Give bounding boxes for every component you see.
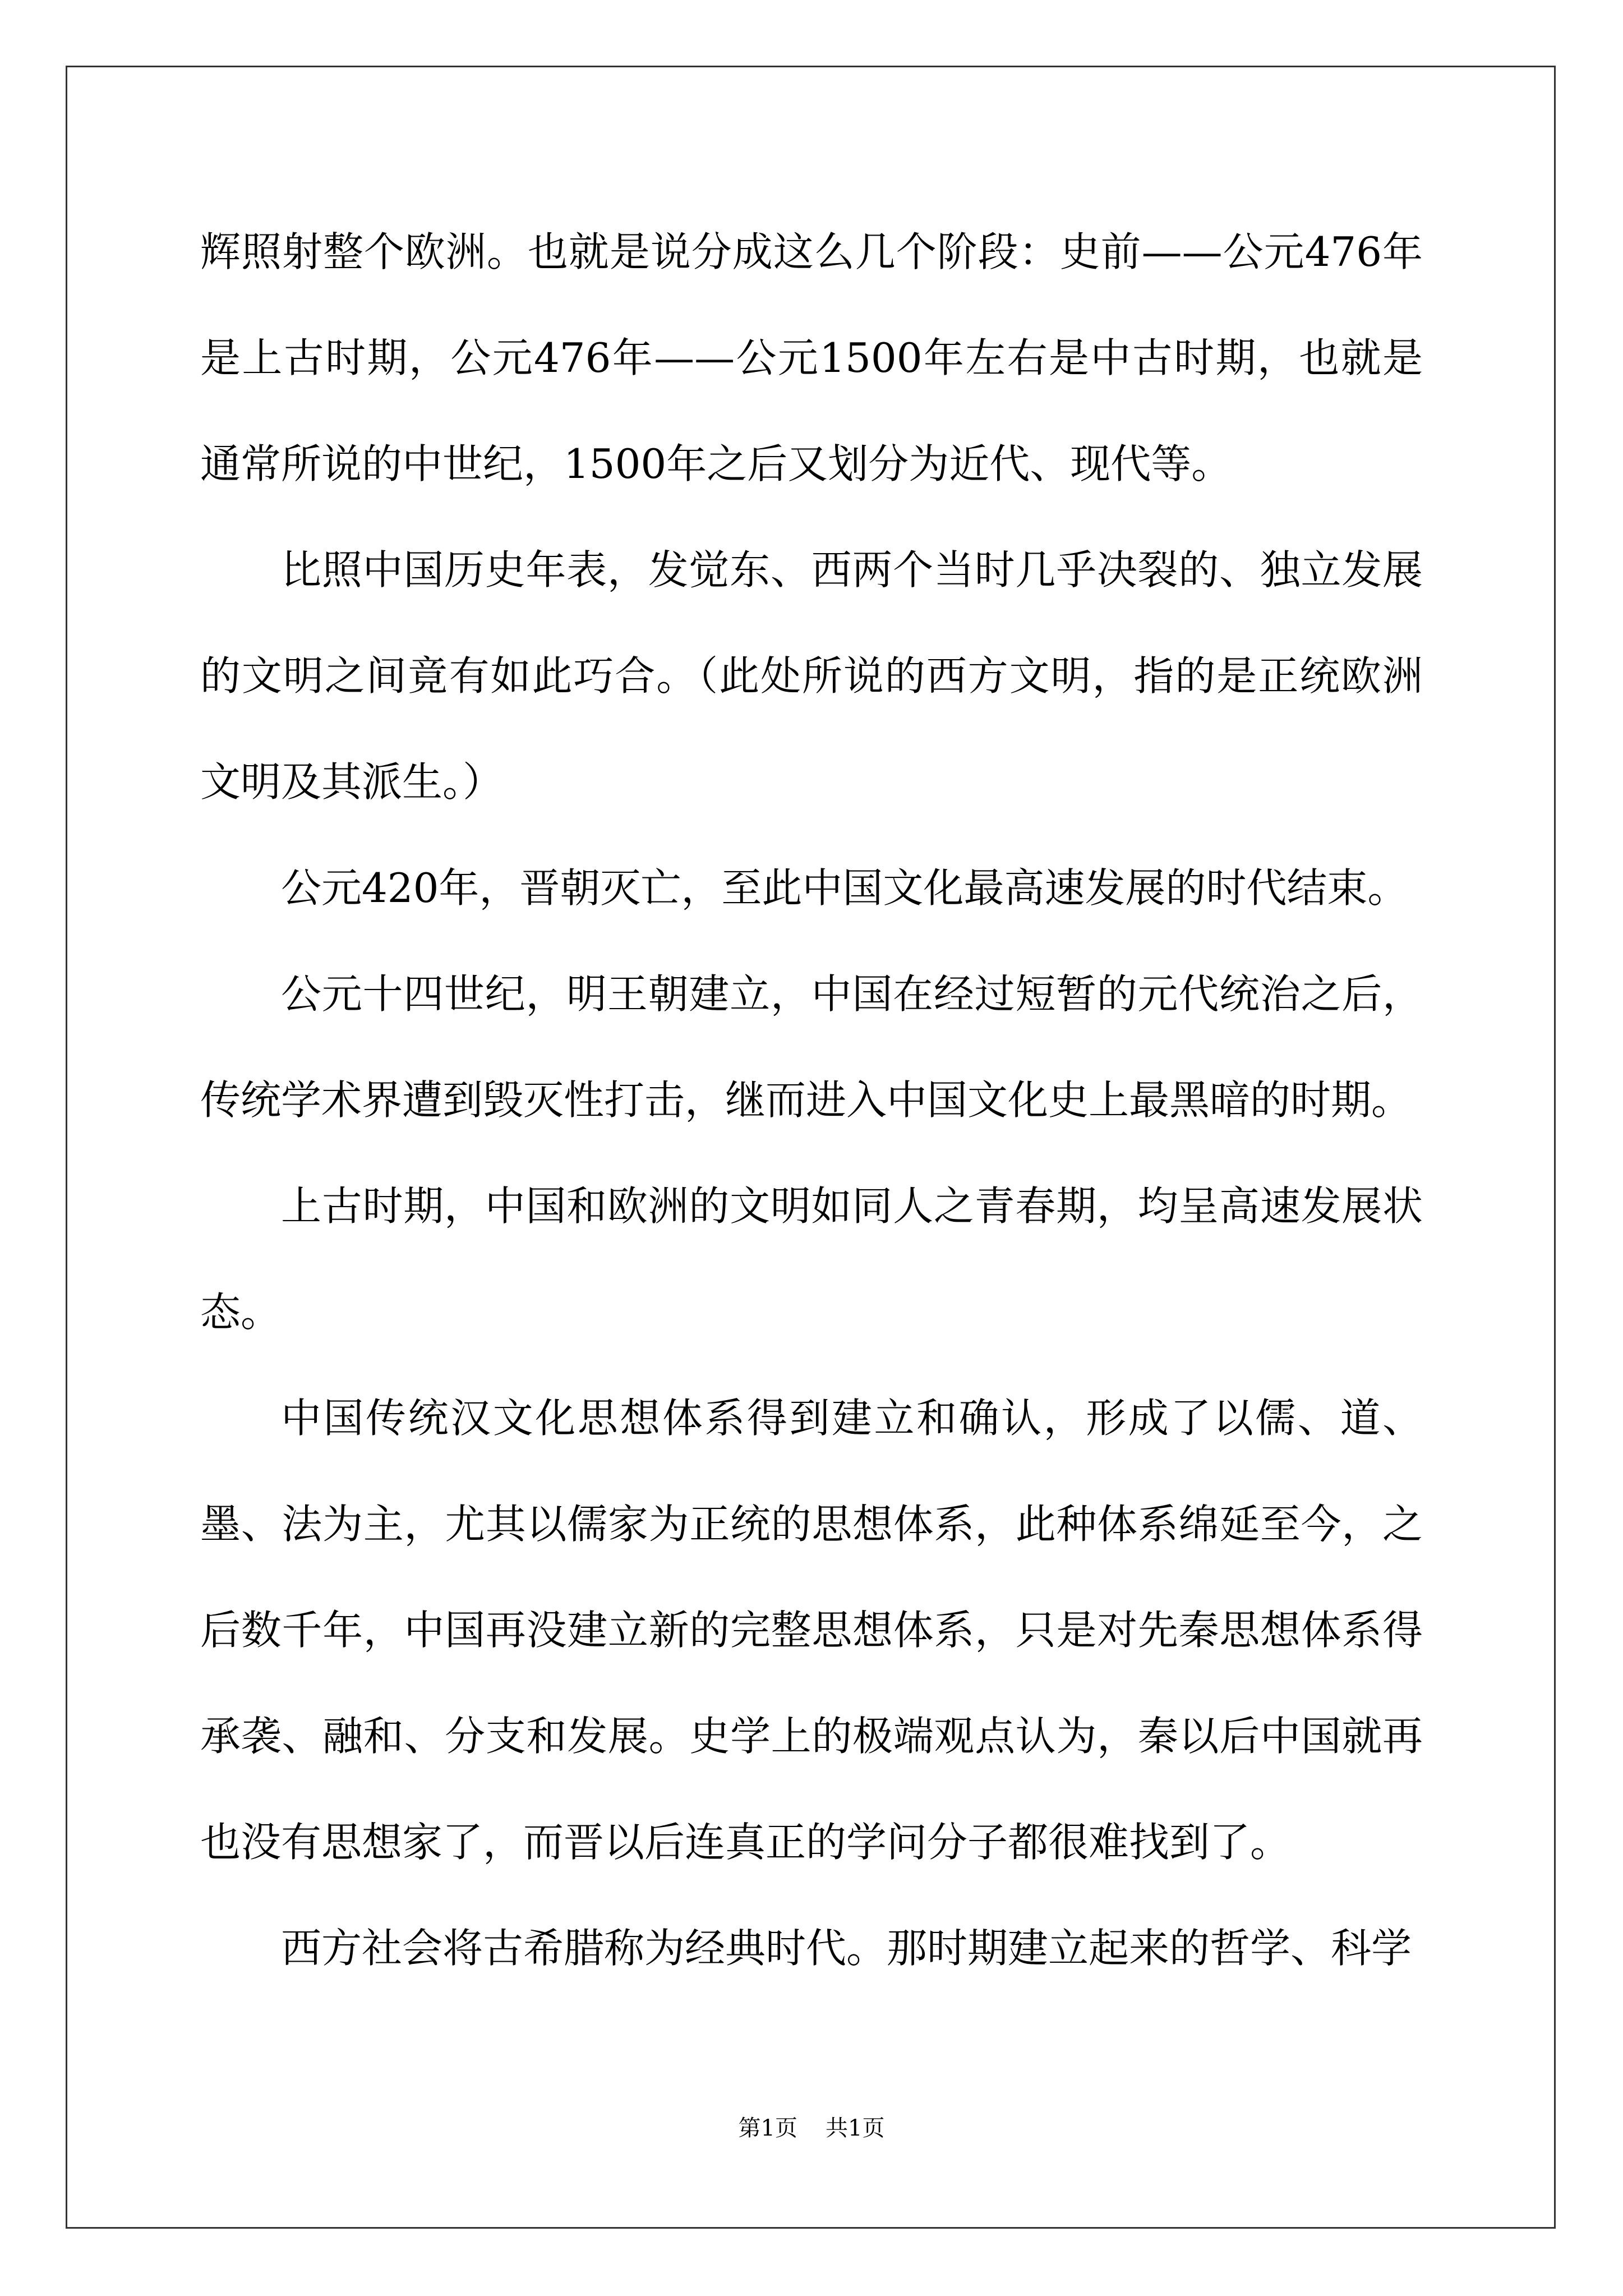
page-footer [0,2110,1623,2142]
paragraph-4: 公元十四世纪，明王朝建立，中国在经过短暂的元代统治之后，传统学术界遭到毁灭性打击，继而进入中国文化史上最黑暗的时期。 [200,970,1423,1124]
paragraph-2: 比照中国历史年表，发觉东、西两个当时几乎决裂的、独立发展的文明之间竟有如此巧合。（此处所说的西方文明，指的是正统欧洲文明及其派生。） [200,546,1423,806]
paragraph-7: 西方社会将古希腊称为经典时代。那时期建立起来的哲学、科学 [281,1925,1412,1972]
paragraph-3: 公元420年，晋朝灭亡，至此中国文化最高速发展的时代结束。 [281,864,1408,912]
page-total: 共1页 [826,2115,885,2141]
page-number: 第1页 [738,2115,797,2141]
document-body [200,199,1423,2001]
paragraph-5: 上古时期，中国和欧洲的文明如同人之青春期，均呈高速发展状态。 [200,1182,1423,1336]
paragraph-1: 辉照射整个欧洲。也就是说分成这么几个阶段：史前——公元476年是上古时期，公元476年——公元1500年左右是中古时期，也就是通常所说的中世纪，1500年之后又划分为近代、现代等。 [200,228,1423,487]
paragraph-6: 中国传统汉文化思想体系得到建立和确认，形成了以儒、道、墨、法为主，尤其以儒家为正统的思想体系，此种体系绵延至今，之后数千年，中国再没建立新的完整思想体系，只是对先秦思想体系得承袭、融和、分支和发展。史学上的极端观点认为，秦以后中国就再也没有思想家了，而晋以后连真正的学问分子都很难找到了。 [200,1395,1423,1866]
